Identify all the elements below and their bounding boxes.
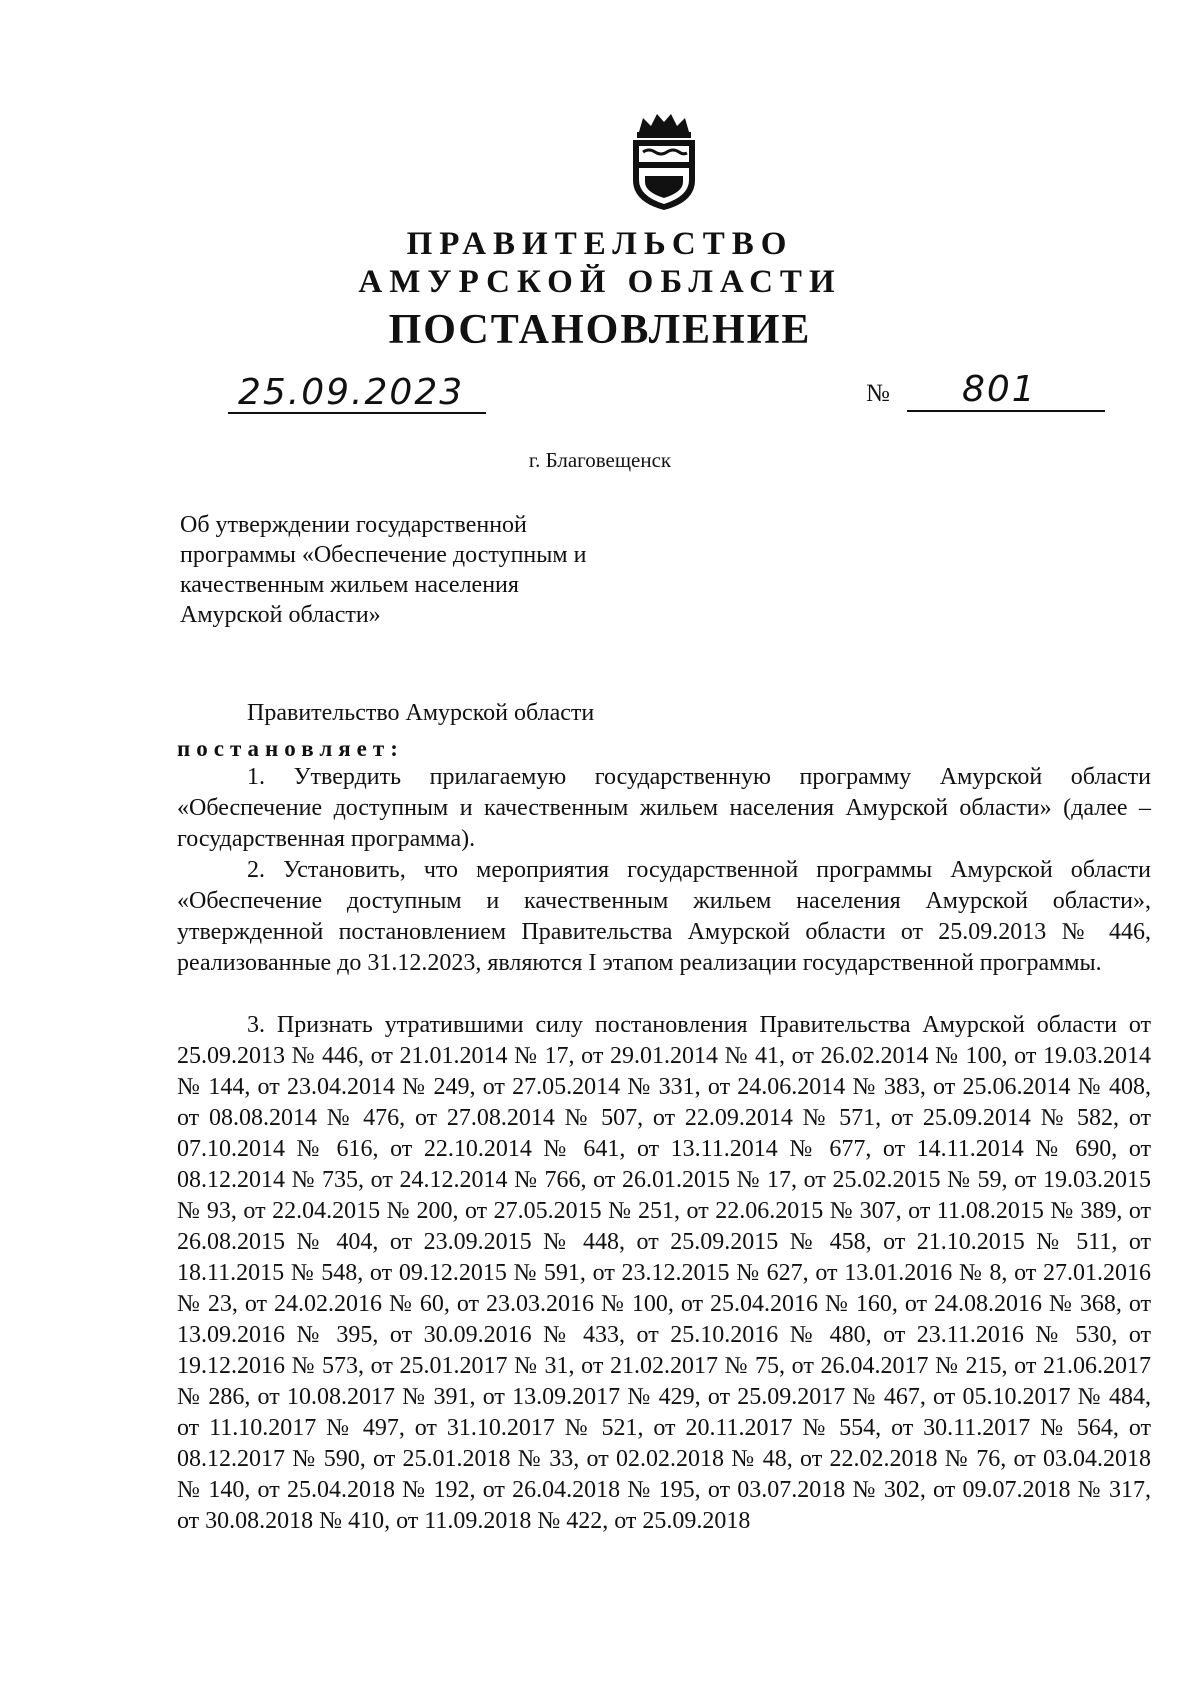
number-label: №	[866, 380, 890, 407]
coat-of-arms-icon	[625, 110, 703, 212]
paragraph-1	[177, 762, 1151, 855]
paragraph-3	[177, 1010, 1151, 1537]
government-name-line1: ПРАВИТЕЛЬСТВО	[406, 226, 794, 262]
document-type: ПОСТАНОВЛЕНИЕ	[388, 307, 812, 353]
paragraph-1-text: 1. Утвердить прилагаемую государственную программу Амурской области «Обеспечение доступным и качественным жильем населения Амурской области» (далее – государственная программа).	[177, 764, 1151, 852]
resolves-text: постановляет:	[177, 736, 404, 761]
document-date: 25.09.2023	[238, 372, 465, 413]
intro-text: Правительство Амурской области	[247, 700, 595, 726]
paragraph-2-text: 2. Установить, что мероприятия государственной программы Амурской области «Обеспечение доступным и качественным жильем населения Амурской области», утвержденной постановлением Правительства Амурской области от 25.09.2013 № 446, реализованные до 31.12.2023, являются I этапом реализации государственной программы.	[177, 857, 1151, 976]
document-title: Об утверждении государственной программы «Обеспечение доступным и качественным жильем населения Амурской области»	[180, 512, 587, 628]
paragraph-2	[177, 855, 1151, 979]
document-number: 801	[962, 369, 1037, 410]
government-name-line2: АМУРСКОЙ ОБЛАСТИ	[358, 264, 842, 300]
date-underline	[228, 412, 486, 414]
number-underline	[907, 410, 1105, 412]
city: г. Благовещенск	[528, 448, 672, 472]
paragraph-3-text: 3. Признать утратившими силу постановления Правительства Амурской области от 25.09.2013 № 446, от 21.01.2014 № 17, от 29.01.2014 № 41, от 26.02.2014 № 100, от 19.03.2014 № 144, от 23.04.2014 № 249, от 27.05.2014 № 331, от 24.06.2014 № 383, от 25.06.2014 № 408, от 08.08.2014 № 476, от 27.08.2014 № 507, от 22.09.2014 № 571, от 25.09.2014 № 582, от 07.10.2014 № 616, от 22.10.2014 № 641, от 13.11.2014 № 677, от 14.11.2014 № 690, от 08.12.2014 № 735, от 24.12.2014 № 766, от 26.01.2015 № 17, от 25.02.2015 № 59, от 19.03.2015 № 93, от 22.04.2015 № 200, от 27.05.2015 № 251, от 22.06.2015 № 307, от 11.08.2015 № 389, от 26.08.2015 № 404, от 23.09.2015 № 448, от 25.09.2015 № 458, от 21.10.2015 № 511, от 18.11.2015 № 548, от 09.12.2015 № 591, от 23.12.2015 № 627, от 13.01.2016 № 8, от 27.01.2016 № 23, от 24.02.2016 № 60, от 23.03.2016 № 100, от 25.04.2016 № 160, от 24.08.2016 № 368, от 13.09.2016 № 395, от 30.09.2016 № 433, от 25.10.2016 № 480, от 23.11.2016 № 530, от 19.12.2016 № 573, от 25.01.2017 № 31, от 21.02.2017 № 75, от 26.04.2017 № 215, от 21.06.2017 № 286, от 10.08.2017 № 391, от 13.09.2017 № 429, от 25.09.2017 № 467, от 05.10.2017 № 484, от 11.10.2017 № 497, от 31.10.2017 № 521, от 20.11.2017 № 554, от 30.11.2017 № 564, от 08.12.2017 № 590, от 25.01.2018 № 33, от 02.02.2018 № 48, от 22.02.2018 № 76, от 03.04.2018 № 140, от 25.04.2018 № 192, от 26.04.2018 № 195, от 03.07.2018 № 302, от 09.07.2018 № 317, от 30.08.2018 № 410, от 11.09.2018 № 422, от 25.09.2018	[177, 1012, 1151, 1534]
